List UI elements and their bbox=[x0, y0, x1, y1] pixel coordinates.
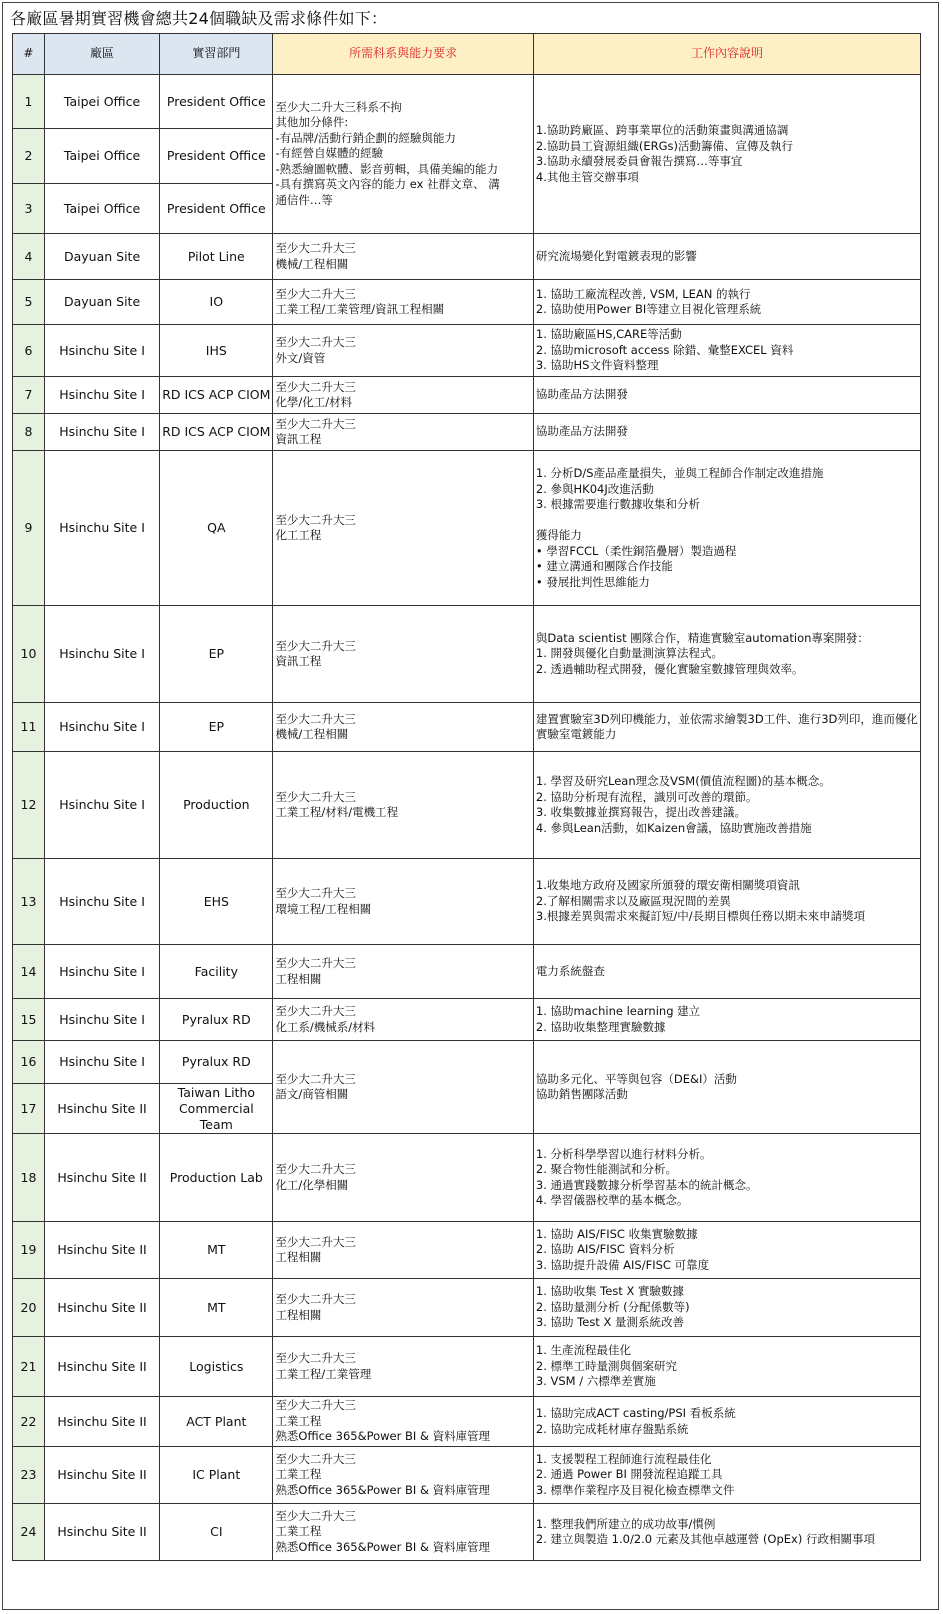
cell-line: 工業工程/工業管理 bbox=[275, 1366, 372, 1381]
cell-line: 至少大二升大三 bbox=[275, 1508, 356, 1523]
requirements-cell bbox=[273, 1279, 533, 1337]
site-cell: Hsinchu Site I bbox=[44, 451, 159, 606]
dept-cell: Pyralux RD bbox=[160, 1041, 273, 1084]
dept-cell: EP bbox=[160, 703, 273, 752]
row-number: 14 bbox=[13, 945, 45, 999]
cell-line: 至少大二升大三科系不拘 bbox=[275, 99, 402, 114]
cell-line: 熟悉Office 365&Power BI & 資料庫管理 bbox=[275, 1429, 491, 1444]
row-number: 22 bbox=[13, 1397, 45, 1447]
dept-cell: IC Plant bbox=[160, 1447, 273, 1504]
cell-line: 1. 分析科學學習以進行材料分析。 bbox=[535, 1146, 712, 1161]
cell-line: 工業工程 bbox=[275, 1467, 322, 1482]
site-cell: Taipei Office bbox=[44, 75, 159, 129]
cell-line: 環境工程/工程相關 bbox=[275, 901, 372, 916]
cell-line: 至少大二升大三 bbox=[275, 1162, 356, 1176]
table-row bbox=[13, 703, 921, 752]
job-description-cell bbox=[533, 752, 920, 859]
dept-cell: IO bbox=[160, 280, 273, 325]
job-description-cell bbox=[533, 234, 920, 280]
cell-line: 2. 建立與製造 1.0/2.0 元素及其他卓越運營 (OpEx) 行政相關事項 bbox=[535, 1532, 875, 1546]
cell-line: 語文/商管相關 bbox=[275, 1087, 349, 1101]
cell-line: 3. 協助 Test X 量測系統改善 bbox=[535, 1315, 685, 1330]
cell-line: 至少大二升大三 bbox=[275, 1071, 356, 1086]
site-cell: Hsinchu Site I bbox=[44, 414, 159, 451]
row-number: 12 bbox=[13, 752, 45, 859]
page-title: 各廠區暑期實習機會總共24個職缺及需求條件如下： bbox=[10, 9, 388, 28]
row-number: 2 bbox=[13, 129, 45, 184]
table-row bbox=[13, 1134, 921, 1222]
cell-line: 至少大二升大三 bbox=[275, 956, 356, 970]
cell-line: 1. 分析D/S產品產量損失，並與工程師合作制定改進措施 bbox=[535, 466, 824, 480]
cell-line: 建置實驗室3D列印機能力，並依需求繪製3D工件、進行3D列印，進而優化實驗室電鍍能力 bbox=[535, 711, 918, 741]
dept-cell: CI bbox=[160, 1504, 273, 1561]
cell-line: 3. 標準作業程序及目視化檢查標準文件 bbox=[535, 1482, 735, 1497]
dept-cell: EP bbox=[160, 606, 273, 703]
cell-line: 2. 協助收集整理實驗數據 bbox=[535, 1019, 666, 1034]
cell-line: 2. 聚合物性能測試和分析。 bbox=[535, 1162, 678, 1176]
cell-line: 2. 協助 AIS/FISC 資料分析 bbox=[535, 1242, 675, 1257]
site-cell: Dayuan Site bbox=[44, 234, 159, 280]
cell-line: 獲得能力 bbox=[535, 528, 582, 542]
cell-line: 至少大二升大三 bbox=[275, 379, 356, 394]
row-number: 13 bbox=[13, 859, 45, 945]
table-row bbox=[13, 1279, 921, 1337]
cell-line: 4. 學習儀器校準的基本概念。 bbox=[535, 1193, 689, 1207]
cell-line: 熟悉Office 365&Power BI & 資料庫管理 bbox=[275, 1482, 491, 1497]
requirements-cell bbox=[273, 280, 533, 325]
cell-line: 至少大二升大三 bbox=[275, 1398, 356, 1413]
cell-line: 工程相關 bbox=[275, 1307, 322, 1322]
cell-line: 外文/資管 bbox=[275, 350, 326, 365]
site-cell: Hsinchu Site II bbox=[44, 1504, 159, 1561]
job-description-cell bbox=[533, 1279, 920, 1337]
site-cell: Hsinchu Site I bbox=[44, 325, 159, 377]
cell-line: 化工/化學相關 bbox=[275, 1177, 349, 1192]
requirements-cell bbox=[273, 1447, 533, 1504]
cell-line: 2.了解相關需求以及廠區現況間的差異 bbox=[535, 893, 731, 908]
site-cell: Hsinchu Site II bbox=[44, 1222, 159, 1279]
row-number: 15 bbox=[13, 999, 45, 1041]
requirements-cell bbox=[273, 859, 533, 945]
cell-line: 2. 透過輔助程式開發，優化實驗室數據管理與效率。 bbox=[535, 661, 804, 676]
table-row bbox=[13, 945, 921, 999]
cell-line: 3. 通過實踐數據分析學習基本的統計概念。 bbox=[535, 1177, 758, 1192]
cell-line: 1. 協助完成ACT casting/PSI 看板系統 bbox=[535, 1406, 736, 1420]
row-number: 24 bbox=[13, 1504, 45, 1561]
job-description-cell bbox=[533, 1337, 920, 1397]
cell-line: 1. 生產流程最佳化 bbox=[535, 1343, 632, 1358]
dept-cell: Facility bbox=[160, 945, 273, 999]
cell-line: • 發展批判性思維能力 bbox=[535, 574, 650, 589]
requirements-cell bbox=[273, 606, 533, 703]
dept-cell: MT bbox=[160, 1279, 273, 1337]
table-row bbox=[13, 414, 921, 451]
cell-line: 協助多元化、平等與包容（DE&I）活動 bbox=[535, 1071, 737, 1086]
cell-line: 2. 標準工時量測與個案研究 bbox=[535, 1358, 678, 1373]
dept-cell: RD ICS ACP CIOM bbox=[160, 377, 273, 414]
cell-line: 其他加分條件: bbox=[275, 115, 349, 130]
header-job: 工作內容說明 bbox=[533, 34, 920, 75]
cell-line: 2. 協助分析現有流程，識別可改善的環節。 bbox=[535, 789, 758, 804]
cell-line: 至少大二升大三 bbox=[275, 335, 356, 349]
cell-line: 機械/工程相關 bbox=[275, 727, 349, 741]
table-row bbox=[13, 859, 921, 945]
job-description-cell bbox=[533, 280, 920, 325]
table-row bbox=[13, 999, 921, 1041]
requirements-cell bbox=[273, 325, 533, 377]
job-description-cell bbox=[533, 859, 920, 945]
cell-line: 1. 協助 AIS/FISC 收集實驗數據 bbox=[535, 1226, 698, 1241]
row-number: 11 bbox=[13, 703, 45, 752]
site-cell: Dayuan Site bbox=[44, 280, 159, 325]
cell-line: 2. 協助完成耗材庫存盤點系統 bbox=[535, 1421, 689, 1436]
requirements-cell bbox=[273, 752, 533, 859]
job-description-cell bbox=[533, 1504, 920, 1561]
requirements-cell bbox=[273, 1222, 533, 1279]
table-row bbox=[13, 280, 921, 325]
requirements-cell bbox=[273, 75, 533, 234]
cell-line: 與Data scientist 團隊合作，精進實驗室automation專案開發： bbox=[535, 630, 869, 645]
cell-line: 資訊工程 bbox=[275, 432, 322, 446]
row-number: 4 bbox=[13, 234, 45, 280]
dept-cell: Production bbox=[160, 752, 273, 859]
cell-line: 至少大二升大三 bbox=[275, 886, 356, 900]
table-row bbox=[13, 451, 921, 606]
requirements-cell bbox=[273, 1504, 533, 1561]
job-description-cell bbox=[533, 1134, 920, 1222]
row-number: 17 bbox=[13, 1084, 45, 1134]
job-description-cell bbox=[533, 1222, 920, 1279]
cell-line: 至少大二升大三 bbox=[275, 1234, 356, 1249]
row-number: 6 bbox=[13, 325, 45, 377]
site-cell: Hsinchu Site I bbox=[44, 703, 159, 752]
row-number: 8 bbox=[13, 414, 45, 451]
row-number: 3 bbox=[13, 184, 45, 234]
cell-line: 2. 協助microsoft access 除錯、彙整EXCEL 資料 bbox=[535, 342, 794, 357]
dept-cell: President Office bbox=[160, 129, 273, 184]
site-cell: Hsinchu Site I bbox=[44, 945, 159, 999]
cell-line: 至少大二升大三 bbox=[275, 286, 356, 301]
cell-line: 至少大二升大三 bbox=[275, 1351, 356, 1365]
cell-line: 2. 參與HK04J改進活動 bbox=[535, 481, 654, 496]
row-number: 7 bbox=[13, 377, 45, 414]
cell-line: 4.其他主管交辦事項 bbox=[535, 169, 639, 184]
cell-line: 工業工程/工業管理/資訊工程相關 bbox=[275, 302, 445, 316]
dept-cell: ACT Plant bbox=[160, 1397, 273, 1447]
cell-line: 至少大二升大三 bbox=[275, 512, 356, 527]
cell-line: 工程相關 bbox=[275, 971, 322, 986]
row-number: 23 bbox=[13, 1447, 45, 1504]
site-cell: Hsinchu Site I bbox=[44, 752, 159, 859]
cell-line: 協助產品方法開發 bbox=[535, 387, 628, 402]
cell-line: 1. 協助廠區HS,CARE等活動 bbox=[535, 327, 682, 342]
site-cell: Taipei Office bbox=[44, 129, 159, 184]
cell-line: 工程相關 bbox=[275, 1250, 322, 1264]
cell-line: 至少大二升大三 bbox=[275, 789, 356, 804]
requirements-cell bbox=[273, 945, 533, 999]
cell-line: 化工工程 bbox=[275, 528, 322, 542]
requirements-cell bbox=[273, 1397, 533, 1447]
header-row bbox=[13, 34, 921, 75]
header-requirements: 所需科系與能力要求 bbox=[273, 34, 533, 75]
cell-line: 3. 協助HS文件資料整理 bbox=[535, 358, 659, 373]
cell-line: 電力系統盤查 bbox=[535, 963, 605, 978]
site-cell: Hsinchu Site II bbox=[44, 1279, 159, 1337]
table-body bbox=[13, 75, 921, 1561]
cell-line: • 建立溝通和團隊合作技能 bbox=[535, 559, 673, 573]
cell-line: 2.協助員工資源組織(ERGs)活動籌備、宣傳及執行 bbox=[535, 138, 793, 153]
table-row bbox=[13, 325, 921, 377]
requirements-cell bbox=[273, 703, 533, 752]
cell-line: 至少大二升大三 bbox=[275, 1004, 356, 1018]
row-number: 20 bbox=[13, 1279, 45, 1337]
job-description-cell bbox=[533, 1041, 920, 1134]
row-number: 19 bbox=[13, 1222, 45, 1279]
cell-line: 工業工程 bbox=[275, 1413, 322, 1428]
table-row bbox=[13, 234, 921, 280]
cell-line: 資訊工程 bbox=[275, 654, 322, 668]
requirements-cell bbox=[273, 234, 533, 280]
cell-line: -有經營自媒體的經驗 bbox=[275, 146, 384, 161]
cell-line: 1. 協助收集 Test X 實驗數據 bbox=[535, 1284, 685, 1299]
requirements-cell bbox=[273, 377, 533, 414]
site-cell: Hsinchu Site I bbox=[44, 999, 159, 1041]
cell-line: 工業工程/材料/電機工程 bbox=[275, 805, 399, 819]
cell-line: 3. 協助提升設備 AIS/FISC 可靠度 bbox=[535, 1257, 710, 1272]
row-number: 9 bbox=[13, 451, 45, 606]
cell-line: 2. 協助量測分析 (分配係數等) bbox=[535, 1299, 690, 1314]
table-row bbox=[13, 1337, 921, 1397]
cell-line: 化學/化工/材料 bbox=[275, 395, 353, 409]
requirements-cell bbox=[273, 999, 533, 1041]
site-cell: Hsinchu Site II bbox=[44, 1447, 159, 1504]
dept-cell: President Office bbox=[160, 184, 273, 234]
cell-line: 1.收集地方政府及國家所頒發的環安衛相關獎項資訊 bbox=[535, 878, 800, 893]
cell-line: 至少大二升大三 bbox=[275, 638, 356, 653]
dept-cell: Pilot Line bbox=[160, 234, 273, 280]
job-description-cell bbox=[533, 1447, 920, 1504]
cell-line: 1. 協助machine learning 建立 bbox=[535, 1004, 701, 1018]
site-cell: Hsinchu Site II bbox=[44, 1337, 159, 1397]
cell-line: 工業工程 bbox=[275, 1524, 322, 1539]
requirements-cell bbox=[273, 1337, 533, 1397]
row-number: 21 bbox=[13, 1337, 45, 1397]
cell-line: 至少大二升大三 bbox=[275, 1451, 356, 1466]
dept-cell: RD ICS ACP CIOM bbox=[160, 414, 273, 451]
site-cell: Hsinchu Site I bbox=[44, 859, 159, 945]
cell-line: -熟悉繪圖軟體、影音剪輯，具備美編的能力 bbox=[275, 161, 499, 176]
internship-table bbox=[12, 33, 921, 1561]
dept-cell: QA bbox=[160, 451, 273, 606]
header-num: # bbox=[13, 34, 45, 75]
cell-line: 至少大二升大三 bbox=[275, 416, 356, 431]
requirements-cell bbox=[273, 414, 533, 451]
job-description-cell bbox=[533, 451, 920, 606]
cell-line bbox=[536, 513, 919, 529]
row-number: 1 bbox=[13, 75, 45, 129]
table-row bbox=[13, 752, 921, 859]
cell-line: 至少大二升大三 bbox=[275, 1292, 356, 1306]
cell-line: 3.協助永續發展委員會報告撰寫…等事宜 bbox=[535, 154, 743, 168]
row-number: 10 bbox=[13, 606, 45, 703]
cell-line: 至少大二升大三 bbox=[275, 711, 356, 726]
table-row bbox=[13, 1041, 921, 1084]
cell-line: 研究流場變化對電鍍表現的影響 bbox=[535, 248, 697, 263]
cell-line: 1. 整理我們所建立的成功故事/慣例 bbox=[535, 1516, 716, 1531]
table-row bbox=[13, 377, 921, 414]
job-description-cell bbox=[533, 325, 920, 377]
dept-cell: EHS bbox=[160, 859, 273, 945]
site-cell: Hsinchu Site II bbox=[44, 1084, 159, 1134]
dept-cell: Taiwan Litho Commercial Team bbox=[160, 1084, 273, 1134]
dept-cell: Logistics bbox=[160, 1337, 273, 1397]
cell-line: 3. 根據需要進行數據收集和分析 bbox=[535, 497, 701, 511]
dept-cell: Production Lab bbox=[160, 1134, 273, 1222]
job-description-cell bbox=[533, 703, 920, 752]
table-row bbox=[13, 606, 921, 703]
job-description-cell bbox=[533, 999, 920, 1041]
cell-line: 1. 協助工廠流程改善, VSM, LEAN 的執行 bbox=[535, 286, 751, 301]
cell-line: 3. VSM / 六標準差實施 bbox=[535, 1374, 656, 1389]
cell-line: 3.根據差異與需求來擬訂短/中/長期目標與任務以期未來申請獎項 bbox=[535, 909, 866, 924]
dept-cell: MT bbox=[160, 1222, 273, 1279]
row-number: 5 bbox=[13, 280, 45, 325]
cell-line: 協助產品方法開發 bbox=[535, 424, 628, 439]
cell-line: 熟悉Office 365&Power BI & 資料庫管理 bbox=[275, 1539, 491, 1554]
cell-line: 至少大二升大三 bbox=[275, 241, 356, 255]
site-cell: Hsinchu Site II bbox=[44, 1397, 159, 1447]
row-number: 16 bbox=[13, 1041, 45, 1084]
job-description-cell bbox=[533, 377, 920, 414]
cell-line: 2. 通過 Power BI 開發流程追蹤工具 bbox=[535, 1467, 723, 1482]
job-description-cell bbox=[533, 606, 920, 703]
job-description-cell bbox=[533, 75, 920, 234]
cell-line: -有品牌/活動行銷企劃的經驗與能力 bbox=[275, 130, 456, 145]
site-cell: Hsinchu Site I bbox=[44, 606, 159, 703]
cell-line: • 學習FCCL（柔性銅箔疊層）製造過程 bbox=[535, 543, 737, 558]
table-row bbox=[13, 75, 921, 129]
table-row bbox=[13, 1504, 921, 1561]
dept-cell: IHS bbox=[160, 325, 273, 377]
site-cell: Hsinchu Site II bbox=[44, 1134, 159, 1222]
cell-line: -具有撰寫英文內容的能力 ex 社群文章、 溝 bbox=[275, 177, 500, 192]
table-row bbox=[13, 1447, 921, 1504]
cell-line: 協助銷售團隊活動 bbox=[535, 1087, 628, 1101]
cell-line: 通信件…等 bbox=[275, 192, 333, 207]
requirements-cell bbox=[273, 1134, 533, 1222]
dept-cell: Pyralux RD bbox=[160, 999, 273, 1041]
requirements-cell bbox=[273, 1041, 533, 1134]
site-cell: Taipei Office bbox=[44, 184, 159, 234]
job-description-cell bbox=[533, 1397, 920, 1447]
table-row bbox=[13, 1222, 921, 1279]
requirements-cell bbox=[273, 451, 533, 606]
job-description-cell bbox=[533, 945, 920, 999]
cell-line: 1. 支援製程工程師進行流程最佳化 bbox=[535, 1451, 712, 1466]
cell-line: 1. 學習及研究Lean理念及VSM(價值流程圖)的基本概念。 bbox=[535, 774, 831, 788]
job-description-cell bbox=[533, 414, 920, 451]
row-number: 18 bbox=[13, 1134, 45, 1222]
header-dept: 實習部門 bbox=[160, 34, 273, 75]
site-cell: Hsinchu Site I bbox=[44, 1041, 159, 1084]
cell-line: 機械/工程相關 bbox=[275, 256, 349, 271]
site-cell: Hsinchu Site I bbox=[44, 377, 159, 414]
header-site: 廠區 bbox=[44, 34, 159, 75]
cell-line: 2. 協助使用Power BI等建立目視化管理系統 bbox=[535, 302, 762, 316]
cell-line: 1. 開發與優化自動量測演算法程式。 bbox=[535, 646, 724, 661]
table-row bbox=[13, 1397, 921, 1447]
cell-line: 1.協助跨廠區、跨事業單位的活動策畫與溝通協調 bbox=[535, 123, 789, 137]
cell-line: 3. 收集數據並撰寫報告，提出改善建議。 bbox=[535, 805, 747, 819]
dept-cell: President Office bbox=[160, 75, 273, 129]
cell-line: 化工系/機械系/材料 bbox=[275, 1019, 376, 1034]
cell-line: 4. 參與Lean活動，如Kaizen會議，協助實施改善措施 bbox=[535, 820, 812, 835]
